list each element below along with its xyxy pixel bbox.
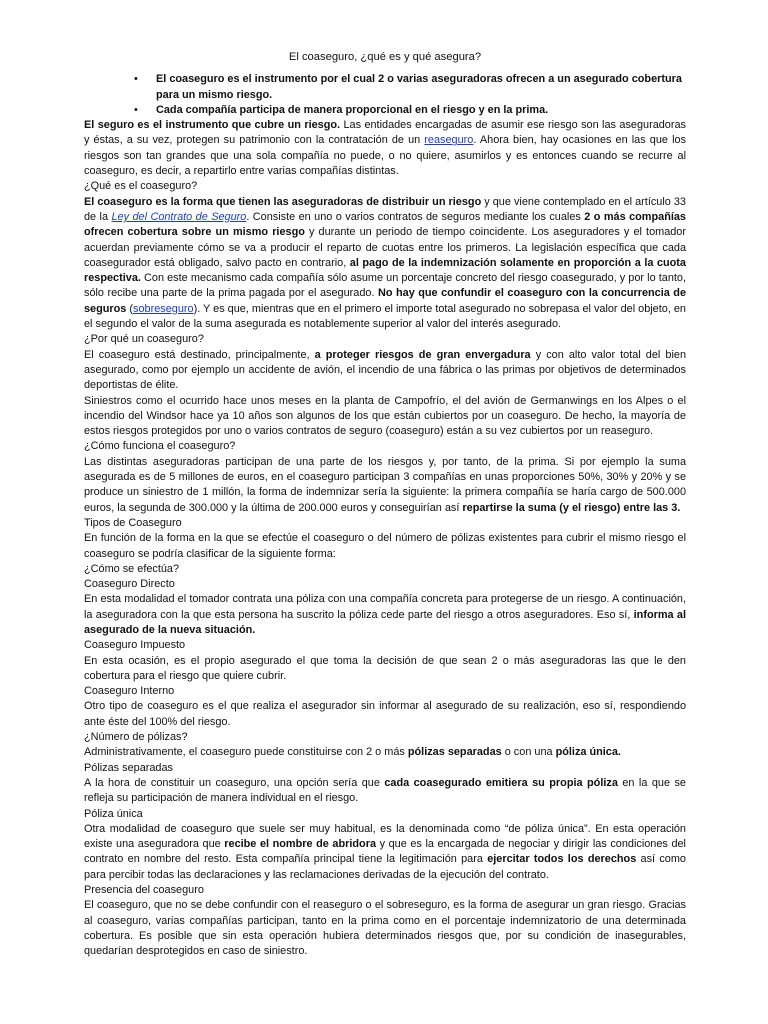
- bullet-dot-icon: •: [134, 73, 138, 86]
- text-run: En esta ocasión, es el propio asegurado el que toma la decisión de que sean 2 o más aseguradoras las que le den cobertura para el riesgo que quiere cubrir.: [84, 654, 686, 682]
- section-heading: [84, 179, 686, 194]
- bold-text-run: al pago de la indemnización solamente en proporción a la cuota respectiva.: [84, 256, 686, 285]
- text-run: Administrativamente, el coaseguro puede constituirse con 2 o más: [84, 746, 408, 759]
- text-run: y con alto valor total del bien asegurado, como por ejemplo un accidente de avión, el incendio de una fábrica o las primas por objetivos de determinados deportistas de élite.: [84, 348, 687, 392]
- body-paragraph: [84, 394, 686, 440]
- text-run: En esta modalidad el tomador contrata una póliza con una compañía concreta para protegerse de un riesgo. A continuación, la aseguradora con la que esta persona ha suscrito la póliza cede parte del riesgo a otros aseguradores. Eso sí,: [84, 593, 686, 621]
- bold-text-run: El coaseguro es la forma que tienen las aseguradoras de distribuir un riesgo: [84, 195, 482, 208]
- bold-text-run: No hay que confundir el coaseguro con la concurrencia de seguros: [84, 287, 686, 315]
- inline-link[interactable]: reaseguro: [424, 134, 474, 147]
- body-paragraph: [84, 745, 686, 760]
- body-paragraph: [84, 118, 686, 179]
- inline-link[interactable]: sobreseguro: [133, 302, 194, 315]
- summary-bullet-item: [134, 72, 686, 103]
- text-run: Siniestros como el ocurrido hace unos meses en la planta de Campofrío, el del avión de Germanwings en los Alpes o el incendio del Windsor hace ya 10 años son algunos de los que están cubiertos por un coaseguro. De hecho, la mayoría de estos riesgos protegidos por uno o varios contratos de seguro (coaseguro) están a su vez cubiertos por un reaseguro.: [84, 394, 686, 438]
- bold-text-run: El coaseguro es el instrumento por el cual 2 o varias aseguradoras ofrecen a un asegurado cobertura para un mismo riesgo.: [156, 73, 682, 101]
- body-paragraph: [84, 531, 686, 562]
- text-run: Coaseguro Interno: [84, 685, 175, 698]
- text-run: . Ahora bien, hay ocasiones en las que los riesgos son tan grandes que una sola compañía no puede, o no quiere, asumirlos y es entonces cuando se recurre al coaseguro, es decir, a repartirlo entre varias compañías distintas.: [84, 134, 686, 178]
- text-run: o con una: [501, 746, 556, 759]
- bold-text-run: repartirse la suma (y el riesgo) entre las 3.: [462, 501, 681, 514]
- text-run: Coaseguro Impuesto: [84, 639, 186, 652]
- section-heading: [84, 439, 686, 454]
- section-heading: [84, 562, 686, 577]
- text-run: . Consiste en uno o varios contratos de seguros mediante los cuales: [246, 210, 585, 223]
- text-run: ¿Qué es el coaseguro?: [84, 180, 198, 193]
- bold-text-run: informa al asegurado de la nueva situación.: [84, 608, 687, 636]
- section-heading: [84, 332, 686, 347]
- section-heading: [84, 730, 686, 745]
- text-run: Otro tipo de coaseguro es el que realiza el asegurador sin informar al asegurado de su realización, eso sí, respondiendo ante éste del 100% del riesgo.: [84, 700, 686, 728]
- text-run: (: [126, 302, 134, 315]
- text-run: El coaseguro, que no se debe confundir con el reaseguro o el sobreseguro, es la forma de asegurar un gran riesgo. Gracias al coaseguro, varias compañías participan, tanto en la prima como en el porcentaje indemnizatorio de una determinada cobertura. Es posible que sin esta operación hubiera determinados riesgos que, por su condición de inasegurables, quedarían desprotegidos en caso de siniestro.: [84, 899, 686, 958]
- text-run: Coaseguro Directo: [84, 578, 175, 591]
- text-run: A la hora de constituir un coaseguro, una opción sería que: [84, 776, 385, 789]
- text-run: y durante un periodo de tiempo coincidente. Los aseguradores y el tomador acuerdan previamente cómo se va a producir el reparto de cuotas entre los primeros. La legislación específica que cada coasegurador está obligado, salvo pacto en contrario,: [84, 226, 686, 269]
- bold-text-run: pólizas separadas: [407, 746, 502, 759]
- text-run: y que es la encargada de negociar y dirigir las condiciones del contrato en nombre del resto. Esta compañía principal tiene la legitimación para: [84, 838, 686, 866]
- text-run: El coaseguro está destinado, principalmente,: [84, 348, 315, 361]
- text-run: ¿Cómo se efectúa?: [84, 562, 180, 575]
- text-run: Las distintas aseguradoras participan de una parte de los riesgos y, por tanto, de la prima. Si por ejemplo la suma asegurada es de 5 millones de euros, en el coaseguro participan 3 compañías en unas proporciones 50%, 30% y 20% y se produce un siniestro de 1 millón, la forma de indemnizar sería la siguiente: la primera compañía se haría cargo de 500.000 euros, la segunda de 300.000 y la última de 200.000 euros y conseguirían así: [84, 455, 686, 514]
- section-heading: [84, 761, 686, 776]
- body-paragraph: [84, 654, 686, 685]
- bold-text-run: cada coasegurado emitiera su propia póliza: [384, 776, 618, 789]
- text-run: Póliza única: [84, 807, 143, 820]
- bold-text-run: recibe el nombre de abridora: [224, 838, 376, 851]
- text-run: ¿Cómo funciona el coaseguro?: [84, 440, 236, 453]
- bold-text-run: 2 o más compañías ofrecen cobertura sobre un mismo riesgo: [84, 210, 686, 239]
- text-run: así como para percibir todas las declaraciones y las reclamaciones derivadas de la ejecución del contrato.: [84, 853, 686, 881]
- body-paragraph: [84, 348, 686, 394]
- section-heading: [84, 638, 686, 653]
- body-paragraph: [84, 898, 686, 959]
- bold-text-run: Cada compañía participa de manera proporcional en el riesgo y en la prima.: [156, 103, 549, 116]
- text-run: Presencia del coaseguro: [84, 884, 204, 897]
- body-paragraph: [84, 699, 686, 730]
- text-run: ¿Por qué un coaseguro?: [84, 333, 204, 346]
- body-paragraph: [84, 592, 686, 638]
- section-heading: [84, 577, 686, 592]
- text-run: en la que se refleja su participación de manera individual en el riesgo.: [84, 776, 686, 805]
- body-paragraph: [84, 776, 686, 807]
- document-page: [84, 50, 686, 960]
- body-paragraph: [84, 455, 686, 516]
- body-paragraph: [84, 195, 686, 333]
- document-title: El coaseguro, ¿qué es y qué asegura?: [288, 51, 482, 63]
- section-heading: [84, 516, 686, 531]
- section-heading: [84, 684, 686, 699]
- section-heading: [84, 807, 686, 822]
- text-run: ). Y es que, mientras que en el primero el importe total asegurado no sobrepasa el valor del objeto, en el segundo el valor de la suma asegurada es notablemente superior al valor del interés asegurado.: [84, 302, 686, 331]
- inline-link[interactable]: Ley del Contrato de Seguro: [111, 210, 247, 223]
- summary-bullet-item: [134, 103, 686, 118]
- text-run: Otra modalidad de coaseguro que suele ser muy habitual, es la denominada como “de póliza única”. En esta operación existe una aseguradora que: [84, 822, 686, 851]
- summary-bullet-list: [84, 72, 686, 118]
- text-run: En función de la forma en la que se efectúe el coaseguro o del número de pólizas existentes para cubrir el mismo riesgo el coaseguro se podría clasificar de la siguiente forma:: [84, 532, 686, 560]
- text-run: Pólizas separadas: [84, 761, 173, 774]
- body-paragraph: [84, 822, 686, 883]
- bold-text-run: póliza única.: [555, 746, 621, 759]
- text-run: ¿Número de pólizas?: [84, 731, 188, 744]
- section-heading: [84, 883, 686, 898]
- text-run: Tipos de Coaseguro: [84, 516, 182, 529]
- text-run: Con este mecanismo cada compañía sólo asume un porcentaje concreto del riesgo coasegurado, y por lo tanto, sólo recibe una parte de la prima pagada por el asegurado.: [84, 272, 686, 300]
- bold-text-run: a proteger riesgos de gran envergadura: [314, 348, 531, 361]
- document-body: [84, 118, 686, 959]
- bullet-dot-icon: •: [134, 103, 138, 116]
- bold-text-run: ejercitar todos los derechos: [487, 853, 637, 866]
- bold-text-run: El seguro es el instrumento que cubre un riesgo.: [84, 119, 341, 132]
- text-run: Las entidades encargadas de asumir ese riesgo son las aseguradoras y éstas, a su vez, protegen su patrimonio con la contratación de un: [84, 119, 686, 147]
- text-run: y que viene contemplado en el artículo 33 de la: [84, 195, 686, 223]
